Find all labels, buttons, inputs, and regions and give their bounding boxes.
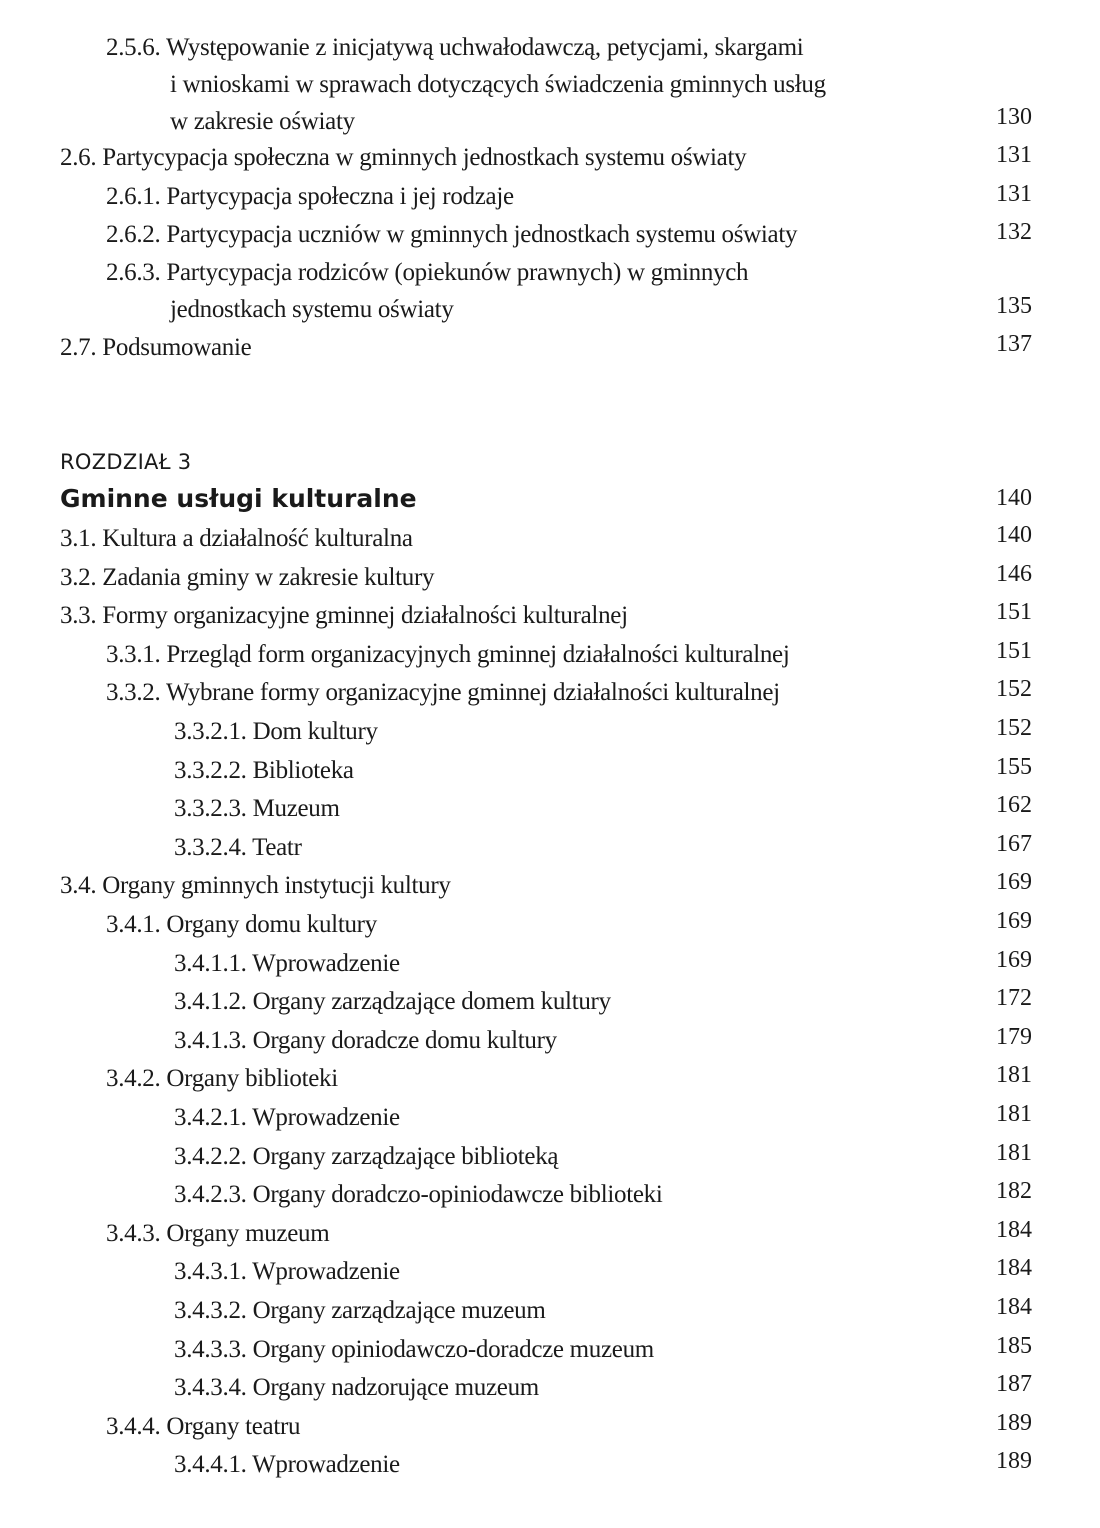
entry-number: 3.2. [60,564,97,591]
entry-text: Organy muzeum [166,1220,330,1247]
toc-entry-2-6-1[interactable] [106,182,514,212]
entry-text: Organy zarządzające muzeum [252,1297,546,1324]
toc-entry[interactable] [60,601,628,631]
toc-entry[interactable] [106,910,377,940]
page-number: 130 [996,104,1032,130]
toc-entry[interactable] [106,1412,300,1442]
toc-entry-2-6-3-line1[interactable] [106,258,748,288]
entry-text: Organy teatru [166,1413,301,1440]
entry-text: Formy organizacyjne gminnej działalności kulturalnej [102,602,628,629]
toc-entry[interactable] [174,1450,400,1480]
entry-number: 3.4.3.3. [174,1336,247,1363]
entry-text: Wprowadzenie [252,1104,400,1131]
entry-number: 3.3.2.1. [174,718,247,745]
page-number: 140 [996,522,1032,548]
toc-entry[interactable] [174,1296,546,1326]
entry-text: Organy biblioteki [166,1065,338,1092]
entry-number: 3.4.1.1. [174,950,247,977]
entry-number: 2.6. [60,144,97,171]
entry-number: 2.6.1. [106,183,161,210]
entry-number: 3.4.4.1. [174,1451,247,1478]
page-number: 189 [996,1448,1032,1474]
entry-number: 3.4.2.2. [174,1143,247,1170]
toc-entry[interactable] [60,871,451,901]
page-number: 151 [996,599,1032,625]
entry-text: Wprowadzenie [252,1258,400,1285]
toc-entry[interactable] [174,1257,400,1287]
toc-entry[interactable] [174,833,302,863]
page-number: 172 [996,985,1032,1011]
entry-text: Organy domu kultury [166,911,377,938]
entry-number: 2.6.2. [106,221,161,248]
page-number: 181 [996,1101,1032,1127]
entry-number: 3.3.1. [106,641,161,668]
page-number: 184 [996,1217,1032,1243]
chapter-label: ROZDZIAŁ 3 [60,450,192,474]
entry-number: 3.4.1.2. [174,988,247,1015]
entry-number: 3.4.1.3. [174,1027,247,1054]
page-number: 137 [996,331,1032,357]
page-number: 131 [996,181,1032,207]
entry-number: 3.3.2.4. [174,834,247,861]
page-number: 152 [996,715,1032,741]
toc-entry[interactable] [106,1064,338,1094]
entry-text: Kultura a działalność kulturalna [102,525,413,552]
entry-number: 3.3.2.3. [174,795,247,822]
entry-text: Partycypacja uczniów w gminnych jednostkach systemu oświaty [166,221,798,248]
toc-entry[interactable] [174,1335,654,1365]
toc-entry-2-5-6-line2: i wnioskami w sprawach dotyczących świadczenia gminnych usług [170,71,826,98]
entry-text: Partycypacja społeczna w gminnych jednostkach systemu oświaty [102,144,747,171]
page-number: 155 [996,754,1032,780]
entry-text: Organy zarządzające domem kultury [252,988,611,1015]
entry-text: Organy gminnych instytucji kultury [102,872,451,899]
page-number: 169 [996,908,1032,934]
entry-text: Partycypacja społeczna i jej rodzaje [166,183,514,210]
page-number: 185 [996,1333,1032,1359]
entry-text: Organy doradcze domu kultury [252,1027,557,1054]
entry-text: Podsumowanie [102,334,252,361]
entry-text: Występowanie z inicjatywą uchwałodawczą, petycjami, skargami [165,34,804,61]
chapter-page-number: 140 [996,485,1032,511]
toc-entry[interactable] [174,794,340,824]
entry-number: 3.3.2.2. [174,757,247,784]
entry-number: 3.4.2. [106,1065,161,1092]
page-number: 132 [996,219,1032,245]
entry-number: 3.3. [60,602,97,629]
page-number: 169 [996,947,1032,973]
entry-number: 2.5.6. [106,34,161,61]
entry-number: 3.4.3.1. [174,1258,247,1285]
page-number: 179 [996,1024,1032,1050]
entry-text: Wprowadzenie [252,950,400,977]
entry-number: 2.6.3. [106,259,161,286]
entry-text: Muzeum [252,795,340,822]
entry-number: 3.4.3.4. [174,1374,247,1401]
entry-text: Biblioteka [252,757,354,784]
entry-text: Dom kultury [252,718,378,745]
page-number: 162 [996,792,1032,818]
entry-number: 2.7. [60,334,97,361]
page-number: 182 [996,1178,1032,1204]
entry-text: Organy doradczo-opiniodawcze biblioteki [252,1181,663,1208]
toc-entry[interactable] [174,1142,558,1172]
page-number: 167 [996,831,1032,857]
page-number: 152 [996,676,1032,702]
toc-entry-2-5-6-line1[interactable] [106,33,803,63]
toc-entry[interactable] [174,1373,539,1403]
entry-number: 3.4.1. [106,911,161,938]
toc-entry[interactable] [174,717,378,747]
entry-text: Teatr [252,834,302,861]
entry-number: 3.4.2.1. [174,1104,247,1131]
toc-entry[interactable] [106,1219,329,1249]
chapter-title[interactable]: Gminne usługi kulturalne [60,484,417,513]
toc-entry[interactable] [106,678,780,708]
entry-number: 3.4. [60,872,97,899]
page-number: 169 [996,869,1032,895]
toc-entry[interactable] [174,1180,662,1210]
entry-text: Wprowadzenie [252,1451,400,1478]
page-number: 187 [996,1371,1032,1397]
entry-text: Przegląd form organizacyjnych gminnej działalności kulturalnej [166,641,790,668]
entry-text: Wybrane formy organizacyjne gminnej działalności kulturalnej [165,679,780,706]
toc-entry-2-6-3-line2: jednostkach systemu oświaty [170,296,454,323]
toc-entry[interactable] [60,563,434,593]
toc-entry-2-6-2[interactable] [106,220,797,250]
page-number: 189 [996,1410,1032,1436]
toc-entry[interactable] [60,524,413,554]
toc-entry[interactable] [106,640,790,670]
entry-text: Organy nadzorujące muzeum [252,1374,539,1401]
entry-text: Partycypacja rodziców (opiekunów prawnych) w gminnych [166,259,749,286]
toc-entry[interactable] [174,987,611,1017]
page-number: 184 [996,1294,1032,1320]
toc-entry-2-5-6-line3: w zakresie oświaty [170,108,355,135]
page-number: 151 [996,638,1032,664]
page-number: 135 [996,293,1032,319]
entry-number: 3.1. [60,525,97,552]
toc-entry[interactable] [174,949,400,979]
entry-text: Organy zarządzające biblioteką [252,1143,559,1170]
entry-number: 3.3.2. [106,679,161,706]
page-number: 146 [996,561,1032,587]
toc-entry-2-7[interactable] [60,333,251,363]
entry-number: 3.4.3.2. [174,1297,247,1324]
page-number: 184 [996,1255,1032,1281]
toc-entry[interactable] [174,1103,400,1133]
page-number: 181 [996,1062,1032,1088]
entry-text: Zadania gminy w zakresie kultury [102,564,435,591]
toc-entry-2-6[interactable] [60,143,746,173]
toc-entry[interactable] [174,756,354,786]
page-number: 131 [996,142,1032,168]
entry-number: 3.4.3. [106,1220,161,1247]
entry-number: 3.4.4. [106,1413,161,1440]
entry-number: 3.4.2.3. [174,1181,247,1208]
entry-text: Organy opiniodawczo-doradcze muzeum [252,1336,654,1363]
page-number: 181 [996,1140,1032,1166]
toc-entry[interactable] [174,1026,557,1056]
